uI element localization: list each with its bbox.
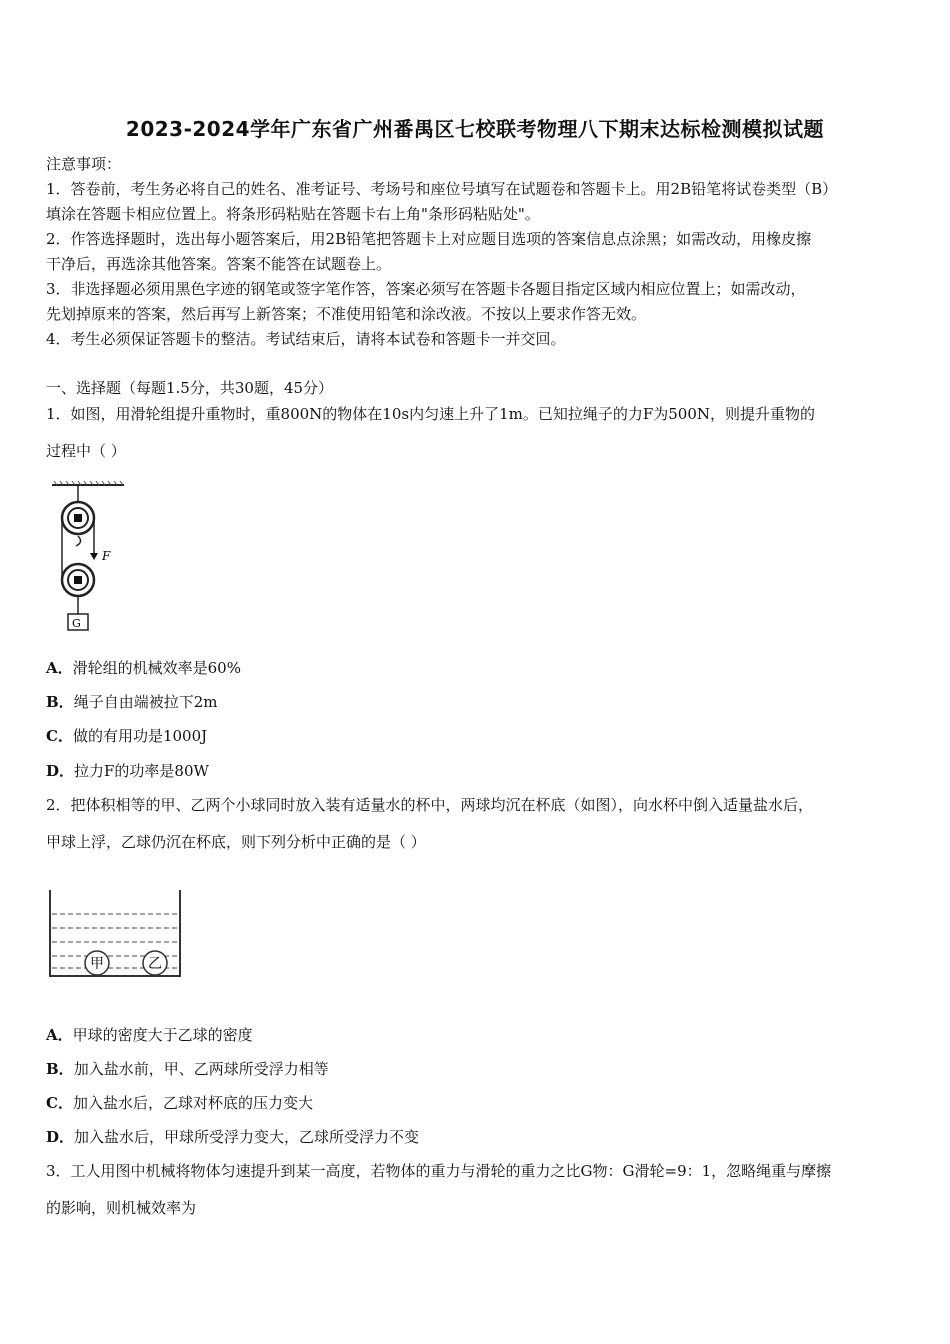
notice-line: 4．考生必须保证答题卡的整洁。考试结束后，请将本试卷和答题卡一并交回。	[46, 330, 566, 348]
section-heading: 一、选择题（每题1.5分，共30题，45分）	[46, 379, 334, 397]
page-title: 2023-2024学年广东省广州番禺区七校联考物理八下期末达标检测模拟试题	[125, 117, 825, 141]
question-3-text: 的影响，则机械效率为	[46, 1199, 197, 1217]
q1-option-d: D．拉力F的功率是80W	[46, 762, 209, 780]
cup-diagram	[44, 886, 188, 982]
ball-b-label: 乙	[148, 956, 162, 972]
notice-line: 3．非选择题必须用黑色字迹的钢笔或签字笔作答，答案必须写在答题卡各题目指定区域内相应位置上；如需改动，	[46, 280, 806, 298]
question-1-text: 1．如图，用滑轮组提升重物时，重800N的物体在10s内匀速上升了1m。已知拉绳子的力F为500N，则提升重物的	[46, 405, 816, 423]
question-1-text: 过程中（ ）	[46, 442, 126, 460]
q2-option-c: C．加入盐水后，乙球对杯底的压力变大	[46, 1094, 313, 1112]
notice-line: 干净后，再选涂其他答案。答案不能答在试题卷上。	[46, 255, 392, 273]
question-2-text: 2．把体积相等的甲、乙两个小球同时放入装有适量水的杯中，两球均沉在杯底（如图），向水杯中倒入适量盐水后，	[46, 796, 814, 814]
q2-option-b: B．加入盐水前，甲、乙两球所受浮力相等	[46, 1060, 329, 1078]
notice-line: 先划掉原来的答案，然后再写上新答案；不准使用铅笔和涂改液。不按以上要求作答无效。	[46, 305, 647, 323]
question-3-text: 3．工人用图中机械将物体匀速提升到某一高度，若物体的重力与滑轮的重力之比G物：G滑轮=9：1，忽略绳重与摩擦	[46, 1162, 832, 1180]
ball-a-label: 甲	[90, 956, 104, 972]
weight-label: G	[72, 617, 81, 630]
q1-option-a: A．滑轮组的机械效率是60%	[46, 659, 241, 677]
q1-option-b: B．绳子自由端被拉下2m	[46, 693, 218, 711]
notice-line: 2．作答选择题时，选出每小题答案后，用2B铅笔把答题卡上对应题目选项的答案信息点涂黑；如需改动，用橡皮擦	[46, 230, 812, 248]
notice-heading: 注意事项：	[46, 155, 122, 173]
notice-line: 1．答卷前，考生务必将自己的姓名、准考证号、考场号和座位号填写在试题卷和答题卡上。用2B铅笔将试卷类型（B）	[46, 180, 838, 198]
question-2-text: 甲球上浮，乙球仍沉在杯底，则下列分析中正确的是（ ）	[46, 833, 426, 851]
force-label: F	[102, 549, 111, 563]
q2-option-d: D．加入盐水后，甲球所受浮力变大，乙球所受浮力不变	[46, 1128, 420, 1146]
q2-option-a: A．甲球的密度大于乙球的密度	[46, 1026, 253, 1044]
pulley-diagram	[50, 480, 130, 632]
notice-line: 填涂在答题卡相应位置上。将条形码粘贴在答题卡右上角"条形码粘贴处"。	[46, 205, 540, 223]
q1-option-c: C．做的有用功是1000J	[46, 727, 208, 745]
